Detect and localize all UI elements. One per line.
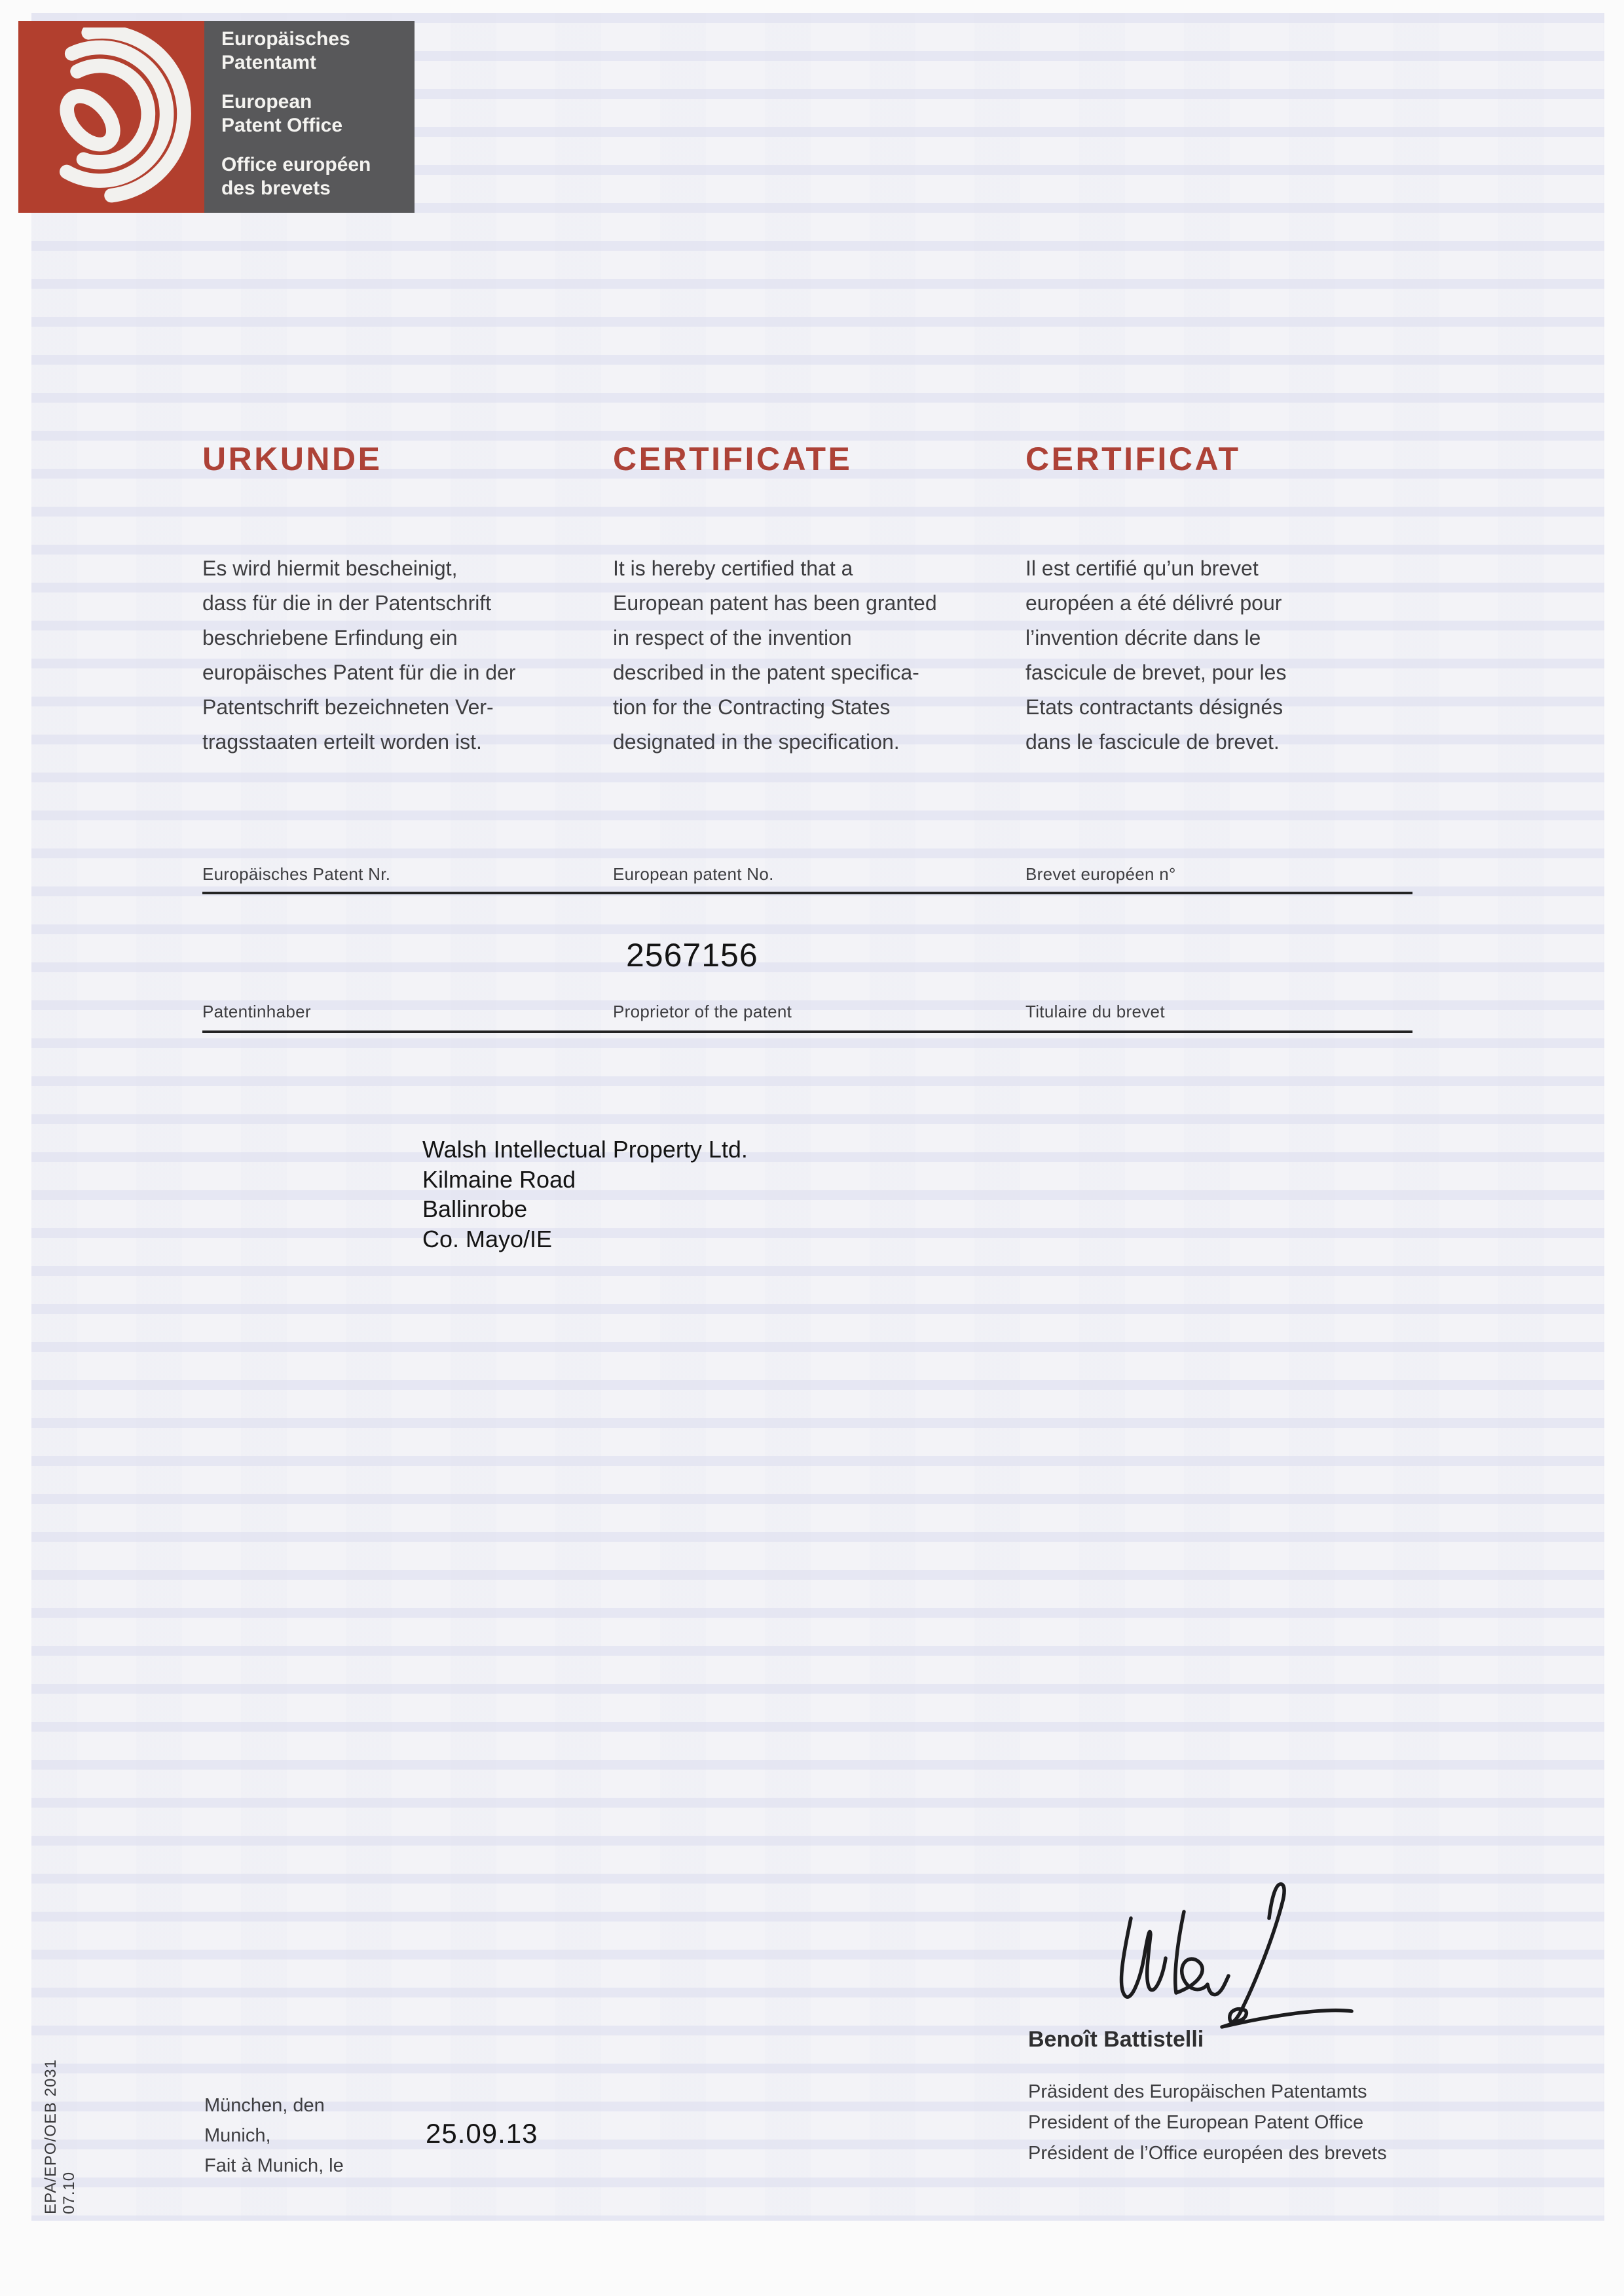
proprietor-label-fr: Titulaire du brevet	[1025, 1002, 1165, 1021]
epo-spiral-icon	[26, 27, 196, 206]
signature-handwriting	[1110, 1880, 1362, 2041]
epo-logo-emblem	[18, 21, 204, 213]
signatory-titles: Präsident des Europäischen Patentamts President of the European Patent Office Président de l’Office européen des brevets	[1028, 2081, 1387, 2164]
certificate-title-de: URKUNDE	[202, 441, 382, 477]
proprietor-value: Walsh Intellectual Property Ltd. Kilmaine Road Ballinrobe Co. Mayo/IE	[422, 1136, 748, 1252]
patent-number-label-fr: Brevet européen n°	[1025, 864, 1176, 884]
certification-statement-fr: Il est certifié qu’un brevet européen a été délivré pour l’invention décrite dans le fascicule de brevet, pour les Etats contractants désignés dans le fascicule de brevet.	[1025, 556, 1287, 754]
epo-logo-wordmark	[204, 21, 415, 213]
proprietor-label-de: Patentinhaber	[202, 1002, 311, 1021]
patent-number-label-en: European patent No.	[613, 864, 774, 884]
patent-number-rule	[202, 892, 1412, 894]
certificate-title-en: CERTIFICATE	[613, 441, 853, 477]
org-name-en: European Patent Office	[221, 91, 343, 136]
form-code-vertical: EPA/EPO/OEB 2031 07.10	[42, 2058, 78, 2214]
certification-statement-de: Es wird hiermit bescheinigt, dass für die in der Patentschrift beschriebene Erfindung ein europäisches Patent für die in der Patentschrift bezeichneten Ver- tragsstaaten erteilt worden ist.	[202, 556, 516, 754]
proprietor-rule	[202, 1030, 1412, 1033]
issue-place-labels: München, den Munich, Fait à Munich, le	[204, 2095, 344, 2176]
paper-texture	[31, 13, 1604, 2221]
certificate-title-fr: CERTIFICAT	[1025, 441, 1241, 477]
patent-number-value: 2567156	[626, 937, 758, 974]
certification-statement-en: It is hereby certified that a European patent has been granted in respect of the invention described in the patent specifica- tion for the Contracting States designated in the specification.	[613, 556, 937, 754]
signatory-name: Benoît Battistelli	[1028, 2027, 1204, 2052]
issue-date-value: 25.09.13	[426, 2118, 538, 2149]
proprietor-label-en: Proprietor of the patent	[613, 1002, 792, 1021]
org-name-fr: Office européen des brevets	[221, 154, 371, 199]
patent-number-label-de: Europäisches Patent Nr.	[202, 864, 391, 884]
org-name-de: Europäisches Patentamt	[221, 28, 350, 73]
